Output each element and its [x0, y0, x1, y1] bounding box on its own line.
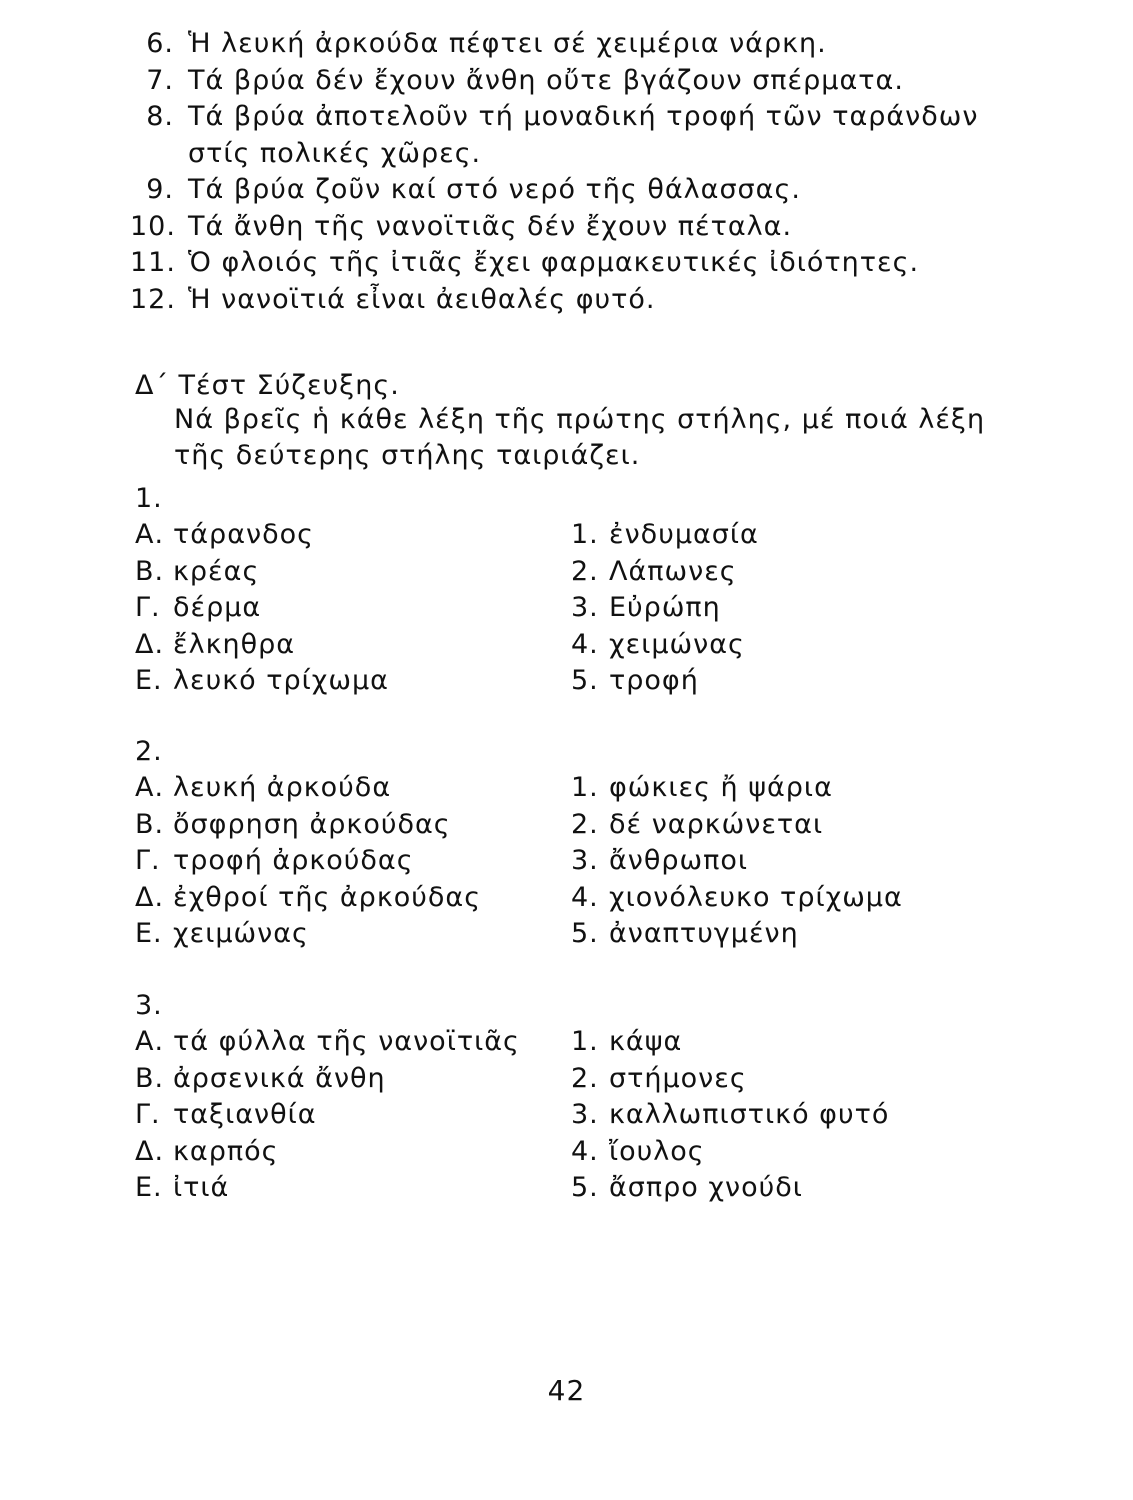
left-column-item — [135, 807, 451, 844]
item-number: 4. — [571, 628, 599, 660]
statement-text: Τά βρύα δέν ἔχουν ἄνθη οὔτε βγάζουν σπέρματα. — [188, 64, 904, 96]
item-number: 3. — [571, 1099, 599, 1130]
item-number: 4. — [571, 881, 599, 913]
right-term: καλλωπιστικό φυτό — [609, 1099, 890, 1130]
right-term: τροφή — [609, 665, 699, 696]
right-column-item — [571, 517, 759, 554]
right-column-item — [571, 663, 699, 700]
match-row — [135, 807, 1035, 844]
statement-item — [130, 209, 1030, 246]
statement-text: Τά βρύα ἀποτελοῦν τή μοναδική τροφή τῶν ταράνδων στίς πολικές χῶρες. — [188, 101, 979, 169]
item-number: 1. — [571, 1026, 599, 1057]
match-row — [135, 663, 1035, 700]
left-column-item — [135, 1134, 278, 1171]
right-term: ἴουλος — [609, 1135, 705, 1167]
item-letter: Γ. — [135, 845, 161, 876]
item-letter: Δ. — [135, 1135, 165, 1167]
statement-item — [130, 99, 1030, 172]
item-number: 1. — [571, 519, 599, 550]
matching-group — [135, 481, 1035, 700]
match-row — [135, 770, 1035, 807]
left-column-item — [135, 627, 295, 664]
left-term: ταξιανθία — [173, 1099, 317, 1130]
right-term: χειμώνας — [609, 628, 745, 660]
page-number: 42 — [547, 1374, 586, 1407]
left-term: ἰτιά — [173, 1172, 230, 1203]
left-term: ἀρσενικά ἄνθη — [173, 1062, 386, 1094]
statement-number: 11. — [130, 247, 176, 278]
match-row — [135, 517, 1035, 554]
left-column-item — [135, 517, 314, 554]
right-column-item — [571, 1134, 705, 1171]
statement-number: 8. — [146, 101, 174, 132]
left-term: λευκό τρίχωμα — [173, 665, 389, 696]
match-row — [135, 590, 1035, 627]
statement-text: Τά βρύα ζοῦν καί στό νερό τῆς θάλασσας. — [188, 174, 801, 205]
statement-text: Ἡ νανοϊτιά εἶναι ἀειθαλές φυτό. — [188, 283, 656, 315]
match-row — [135, 1024, 1035, 1061]
statement-number: 12. — [130, 283, 176, 315]
left-term: τροφή ἀρκούδας — [173, 845, 414, 876]
right-column-item — [571, 1061, 747, 1098]
right-term: ἄνθρωποι — [609, 845, 749, 876]
statement-number: 7. — [146, 64, 174, 96]
item-number: 5. — [571, 665, 599, 696]
right-column-item — [571, 1097, 889, 1134]
left-term: καρπός — [173, 1135, 279, 1167]
right-term: Λάπωνες — [609, 555, 737, 587]
item-letter: Ε. — [135, 665, 163, 696]
match-row — [135, 880, 1035, 917]
item-letter: Ε. — [135, 1172, 163, 1203]
left-term: χειμώνας — [173, 918, 309, 949]
item-letter: Ε. — [135, 918, 163, 949]
statement-item — [130, 172, 1030, 209]
right-term: στήμονες — [609, 1062, 747, 1094]
left-column-item — [135, 1170, 229, 1207]
item-number: 3. — [571, 845, 599, 876]
left-column-item — [135, 1097, 317, 1134]
left-term: δέρμα — [173, 592, 262, 623]
right-column-item — [571, 843, 748, 880]
left-term: ἐχθροί τῆς ἀρκούδας — [173, 881, 482, 913]
group-number: 1. — [135, 483, 163, 514]
right-column-item — [571, 590, 721, 627]
match-row — [135, 1061, 1035, 1098]
group-number: 2. — [135, 736, 163, 767]
item-number: 2. — [571, 1062, 599, 1094]
statement-text: Ἡ λευκή ἀρκούδα πέφτει σέ χειμέρια νάρκη. — [188, 28, 827, 59]
item-number: 2. — [571, 808, 599, 840]
statement-item — [130, 26, 1030, 63]
item-letter: Γ. — [135, 592, 161, 623]
left-column-item — [135, 590, 261, 627]
match-row — [135, 843, 1035, 880]
right-column-item — [571, 1024, 682, 1061]
group-number: 3. — [135, 990, 163, 1021]
item-number: 3. — [571, 592, 599, 623]
left-column-item — [135, 1024, 520, 1061]
left-term: τά φύλλα τῆς νανοϊτιᾶς — [173, 1026, 520, 1057]
left-column-item — [135, 1061, 386, 1098]
statement-text: Ὁ φλοιός τῆς ἰτιᾶς ἔχει φαρμακευτικές ἰδιότητες. — [188, 247, 920, 278]
item-number: 2. — [571, 555, 599, 587]
item-letter: Α. — [135, 1026, 165, 1057]
statement-item — [130, 63, 1030, 100]
right-column-item — [571, 554, 737, 591]
item-letter: Δ. — [135, 881, 165, 913]
item-letter: Α. — [135, 772, 165, 803]
item-letter: Α. — [135, 519, 165, 550]
section-title: Δ΄ Τέστ Σύζευξης. — [135, 370, 400, 401]
item-number: 1. — [571, 772, 599, 803]
right-column-item — [571, 770, 833, 807]
item-number: 5. — [571, 1172, 599, 1203]
right-term: ἀναπτυγμένη — [609, 918, 799, 949]
right-term: κάψα — [609, 1026, 683, 1057]
item-letter: Γ. — [135, 1099, 161, 1130]
left-column-item — [135, 916, 309, 953]
right-column-item — [571, 807, 823, 844]
match-row — [135, 1170, 1035, 1207]
right-column-item — [571, 916, 799, 953]
item-number: 4. — [571, 1135, 599, 1167]
statement-number: 6. — [146, 28, 174, 59]
right-term: φώκιες ἤ ψάρια — [609, 772, 833, 803]
left-term: ἔλκηθρα — [173, 628, 296, 660]
item-letter: Δ. — [135, 628, 165, 660]
statement-item — [130, 245, 1030, 282]
item-number: 5. — [571, 918, 599, 949]
item-letter: Β. — [135, 808, 165, 840]
statement-item — [130, 282, 1030, 319]
item-letter: Β. — [135, 555, 165, 587]
match-row — [135, 1097, 1035, 1134]
left-column-item — [135, 770, 391, 807]
right-term: ἄσπρο χνούδι — [609, 1172, 803, 1203]
right-term: Εὐρώπη — [609, 592, 721, 623]
section-instructions: Νά βρεῖς ἡ κάθε λέξη τῆς πρώτης στήλης, μέ ποιά λέξη τῆς δεύτερης στήλης ταιριάζει. — [174, 404, 986, 471]
left-term: τάρανδος — [173, 519, 314, 550]
statement-number: 9. — [146, 174, 174, 205]
statement-list — [130, 26, 1030, 318]
left-column-item — [135, 663, 389, 700]
match-row — [135, 554, 1035, 591]
matching-group — [135, 734, 1035, 953]
left-term: ὄσφρηση ἀρκούδας — [173, 808, 451, 840]
right-column-item — [571, 880, 903, 917]
left-column-item — [135, 843, 414, 880]
right-column-item — [571, 627, 745, 664]
right-term: ἐνδυμασία — [609, 519, 759, 550]
match-row — [135, 627, 1035, 664]
right-term: χιονόλευκο τρίχωμα — [609, 881, 903, 913]
left-column-item — [135, 880, 481, 917]
left-column-item — [135, 554, 259, 591]
statement-text: Τά ἄνθη τῆς νανοϊτιᾶς δέν ἔχουν πέταλα. — [188, 210, 793, 242]
right-column-item — [571, 1170, 803, 1207]
left-term: λευκή ἀρκούδα — [173, 772, 392, 803]
right-term: δέ ναρκώνεται — [609, 808, 824, 840]
match-row — [135, 916, 1035, 953]
left-term: κρέας — [173, 555, 260, 587]
item-letter: Β. — [135, 1062, 165, 1094]
matching-group — [135, 988, 1035, 1207]
statement-number: 10. — [130, 210, 176, 242]
match-row — [135, 1134, 1035, 1171]
